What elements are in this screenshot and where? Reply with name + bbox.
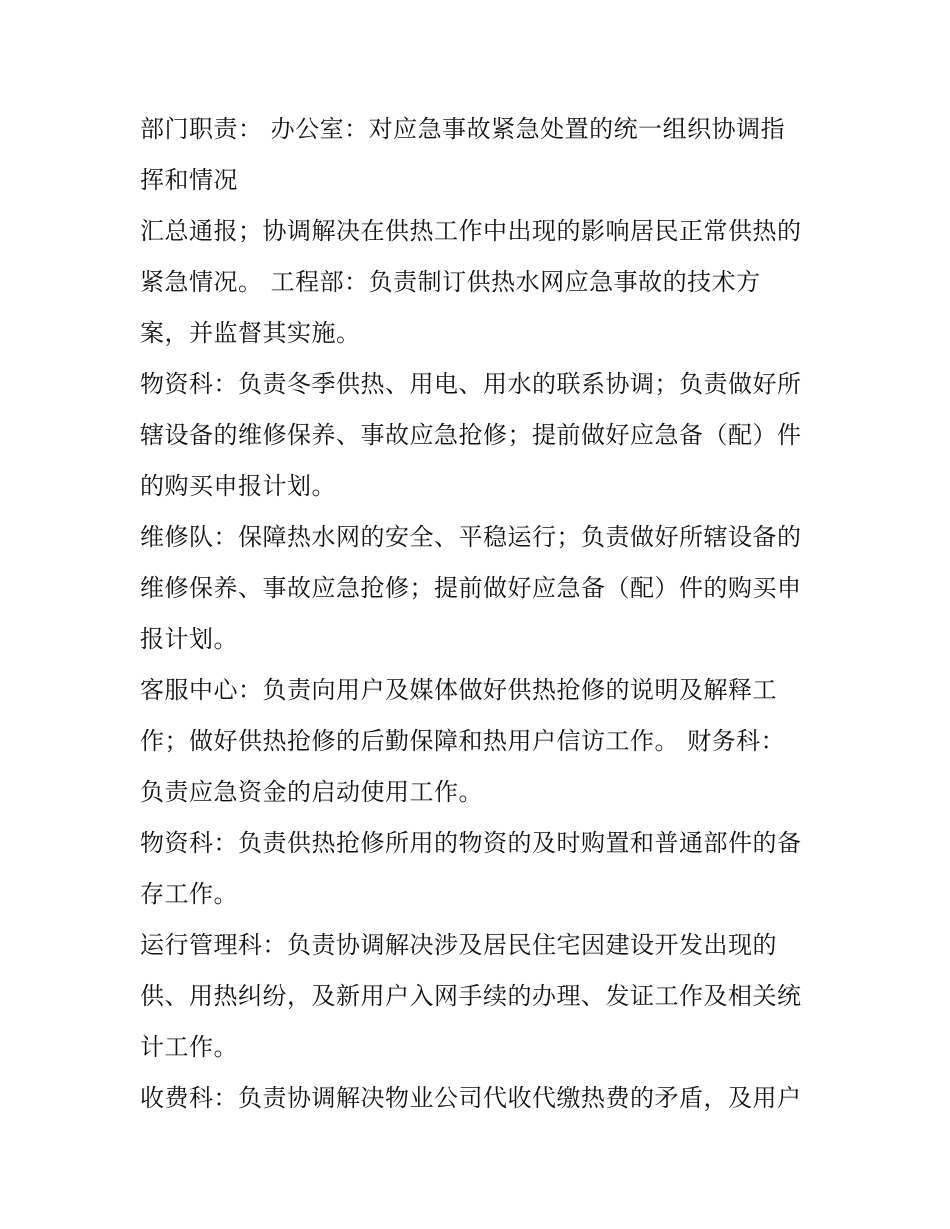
text-line: 案，并监督其实施。 bbox=[140, 319, 361, 347]
text-line: 汇总通报；协调解决在供热工作中出现的影响居民正常供热的 bbox=[140, 217, 802, 245]
text-line: 的购买申报计划。 bbox=[140, 472, 336, 500]
text-line: 维修保养、事故应急抢修；提前做好应急备（配）件的购买申 bbox=[140, 574, 802, 602]
text-line: 计工作。 bbox=[140, 1033, 238, 1061]
text-line: 维修队：保障热水网的安全、平稳运行；负责做好所辖设备的 bbox=[140, 523, 802, 551]
text-line: 部门职责： 办公室：对应急事故紧急处置的统一组织协调指 bbox=[140, 115, 786, 143]
text-line: 紧急情况。 工程部：负责制订供热水网应急事故的技术方 bbox=[140, 268, 761, 296]
text-line: 作；做好供热抢修的后勤保障和热用户信访工作。 财务科： bbox=[140, 727, 786, 755]
text-line: 挥和情况 bbox=[140, 166, 238, 194]
text-line: 物资科：负责冬季供热、用电、用水的联系协调；负责做好所 bbox=[140, 370, 802, 398]
text-line: 负责应急资金的启动使用工作。 bbox=[140, 778, 483, 806]
text-line: 客服中心：负责向用户及媒体做好供热抢修的说明及解释工 bbox=[140, 676, 777, 704]
text-line: 存工作。 bbox=[140, 880, 238, 908]
text-line: 辖设备的维修保养、事故应急抢修；提前做好应急备（配）件 bbox=[140, 421, 802, 449]
text-line: 运行管理科：负责协调解决涉及居民住宅因建设开发出现的 bbox=[140, 931, 777, 959]
text-line: 报计划。 bbox=[140, 625, 238, 653]
text-line: 收费科：负责协调解决物业公司代收代缴热费的矛盾，及用户 bbox=[140, 1084, 802, 1112]
text-line: 供、用热纠纷，及新用户入网手续的办理、发证工作及相关统 bbox=[140, 982, 802, 1010]
text-line: 物资科：负责供热抢修所用的物资的及时购置和普通部件的备 bbox=[140, 829, 802, 857]
